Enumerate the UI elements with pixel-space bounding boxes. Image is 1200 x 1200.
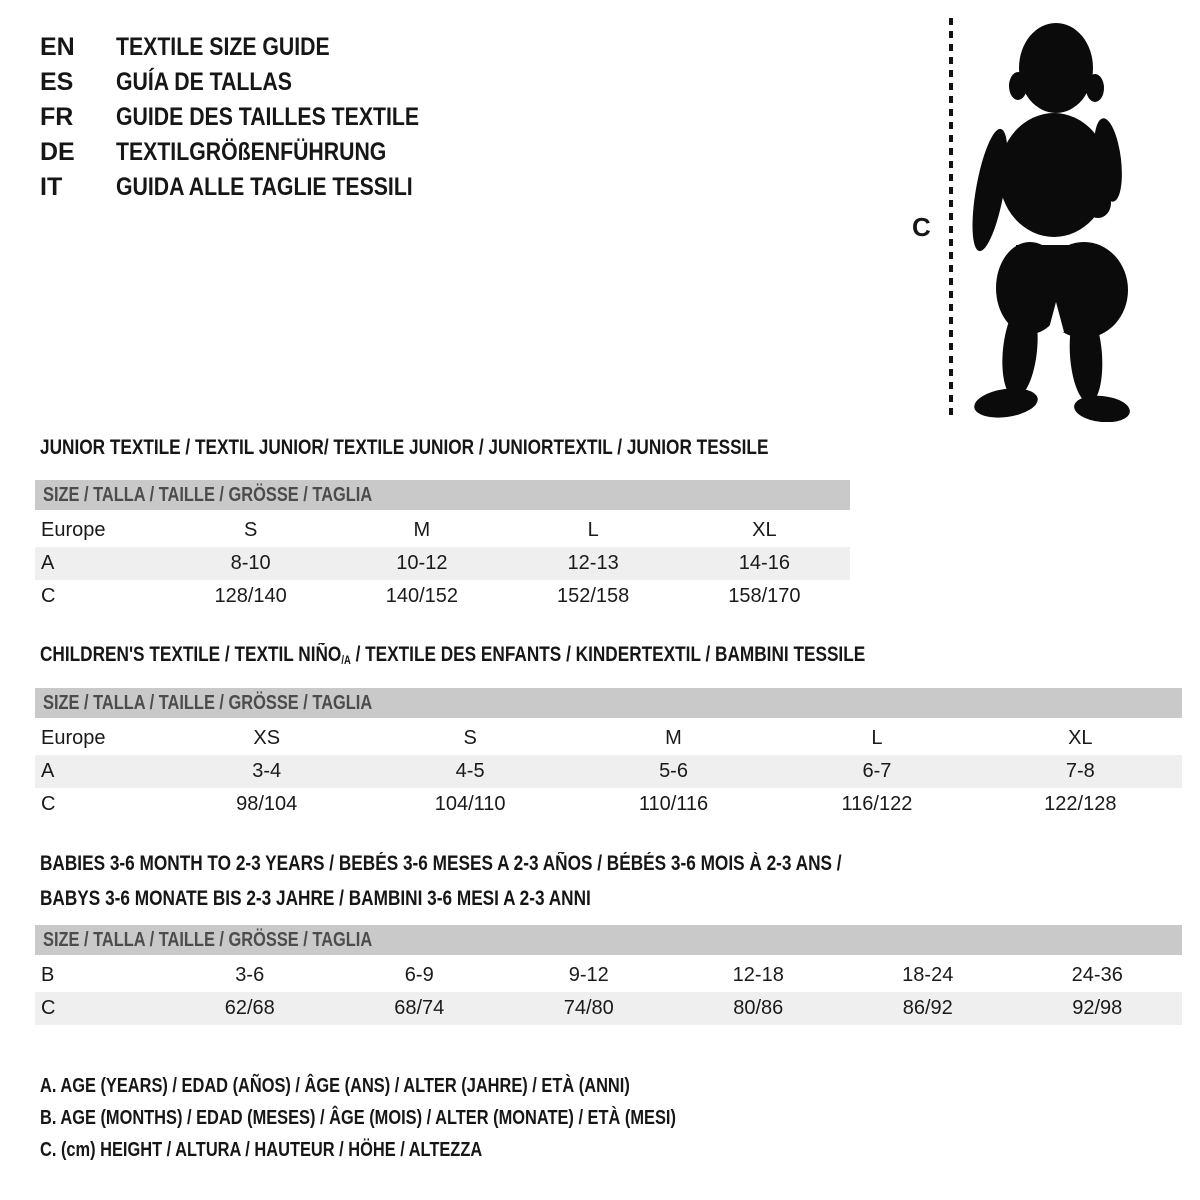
table-cell: M [413, 519, 431, 541]
table-cell: 3-6 [235, 964, 265, 986]
language-row [40, 100, 473, 135]
table-row [35, 547, 850, 580]
babies-section-heading: BABIES 3-6 MONTH TO 2-3 YEARS / BEBÉS 3-6 MESES A 2-3 AÑOS / BÉBÉS 3-6 MOIS À 2-3 ANS / BABYS 3-6 MONATE BIS 2-3 JAHRE / BAMBINI 3-6 MESI A 2-3 ANNI [40, 852, 842, 910]
junior-section-heading: JUNIOR TEXTILE / TEXTIL JUNIOR/ TEXTILE JUNIOR / JUNIORTEXTIL / JUNIOR TESSILE [40, 436, 769, 459]
table-cell: L [871, 727, 883, 749]
table-cell: 128/140 [214, 585, 287, 607]
language-label: GUÍA DE TALLAS [116, 68, 292, 96]
toddler-silhouette-icon [968, 20, 1140, 427]
table-cell: 18-24 [902, 964, 954, 986]
table-cell: 24-36 [1071, 964, 1123, 986]
measurement-legend [40, 1070, 816, 1166]
table-cell: 110/116 [638, 793, 709, 815]
language-label: GUIDA ALLE TAGLIE TESSILI [116, 173, 413, 201]
table-cell: 104/110 [434, 793, 506, 815]
language-label: TEXTILGRÖßENFÜHRUNG [116, 138, 387, 166]
language-label: TEXTILE SIZE GUIDE [116, 33, 330, 61]
table-cell: 12-18 [732, 964, 784, 986]
language-row [40, 65, 473, 100]
table-cell: 3-4 [252, 760, 282, 782]
language-title-list [40, 30, 473, 205]
table-cell: XS [253, 727, 281, 749]
table-cell: 140/152 [385, 585, 459, 607]
language-code: FR [40, 103, 74, 131]
table-cell: S [243, 519, 258, 541]
row-label: C [41, 793, 56, 815]
table-cell: XL [1068, 727, 1093, 749]
language-row [40, 170, 473, 205]
table-cell: 74/80 [563, 997, 614, 1019]
table-cell: 86/92 [902, 997, 953, 1019]
babies-size-table [35, 925, 1182, 1025]
table-cell: 9-12 [568, 964, 609, 986]
row-label: C [41, 997, 56, 1019]
height-measure-label: C [912, 212, 931, 242]
junior-size-table [35, 480, 850, 613]
size-header-bar: SIZE / TALLA / TAILLE / GRÖSSE / TAGLIA [35, 925, 1182, 955]
table-cell: 4-5 [455, 760, 485, 782]
size-header-bar: SIZE / TALLA / TAILLE / GRÖSSE / TAGLIA [35, 688, 1182, 718]
row-label: A [41, 760, 55, 782]
row-label: Europe [41, 727, 106, 749]
table-cell: 6-9 [404, 964, 434, 986]
row-label: Europe [41, 519, 106, 541]
language-row [40, 135, 473, 170]
language-label: GUIDE DES TAILLES TEXTILE [116, 103, 420, 131]
table-cell: 12-13 [567, 552, 619, 574]
table-cell: 5-6 [659, 760, 688, 782]
legend-line-b: B. AGE (MONTHS) / EDAD (MESES) / ÂGE (MOIS) / ALTER (MONATE) / ETÀ (MESI) [40, 1107, 676, 1129]
table-cell: 68/74 [394, 997, 445, 1019]
table-cell: 62/68 [224, 997, 275, 1019]
table-cell: M [665, 727, 682, 749]
table-cell: L [587, 519, 599, 541]
table-cell: 152/158 [556, 585, 630, 607]
children-size-table [35, 688, 1182, 821]
table-cell: S [463, 727, 477, 749]
language-code: DE [40, 138, 75, 166]
row-label: A [41, 552, 55, 574]
table-row [35, 722, 1182, 755]
language-row [40, 30, 473, 65]
size-header-bar: SIZE / TALLA / TAILLE / GRÖSSE / TAGLIA [35, 480, 850, 510]
row-label: B [41, 964, 55, 986]
table-cell: 8-10 [230, 552, 271, 574]
legend-line-c: C. (cm) HEIGHT / ALTURA / HAUTEUR / HÖHE / ALTEZZA [40, 1139, 483, 1161]
table-row [35, 755, 1182, 788]
table-row [35, 580, 850, 613]
language-code: EN [40, 33, 75, 61]
table-cell: 158/170 [728, 585, 801, 607]
heading-subscript: /A [341, 654, 351, 667]
legend-line-a: A. AGE (YEARS) / EDAD (AÑOS) / ÂGE (ANS) / ALTER (JAHRE) / ETÀ (ANNI) [40, 1075, 630, 1097]
row-label: C [41, 585, 56, 607]
table-cell: 122/128 [1044, 793, 1117, 815]
language-code: IT [40, 173, 63, 201]
table-cell: XL [752, 519, 777, 541]
language-code: ES [40, 68, 74, 96]
table-cell: 6-7 [862, 760, 892, 782]
table-row [35, 788, 1182, 821]
table-cell: 98/104 [236, 793, 298, 815]
table-cell: 80/86 [733, 997, 784, 1019]
table-cell: 10-12 [396, 552, 448, 574]
height-dashed-line [948, 18, 954, 423]
children-section-heading: CHILDREN'S TEXTILE / TEXTIL $NIÑO_{/A}$ / TEXTILE DES ENFANTS / KINDERTEXTIL / BAMBINI TESSILE [40, 643, 866, 667]
table-row [35, 514, 850, 547]
table-row [35, 959, 1182, 992]
table-row [35, 992, 1182, 1025]
table-cell: 7-8 [1065, 760, 1095, 782]
table-cell: 92/98 [1072, 997, 1123, 1019]
table-cell: 116/122 [841, 793, 913, 815]
table-cell: 14-16 [738, 552, 790, 574]
